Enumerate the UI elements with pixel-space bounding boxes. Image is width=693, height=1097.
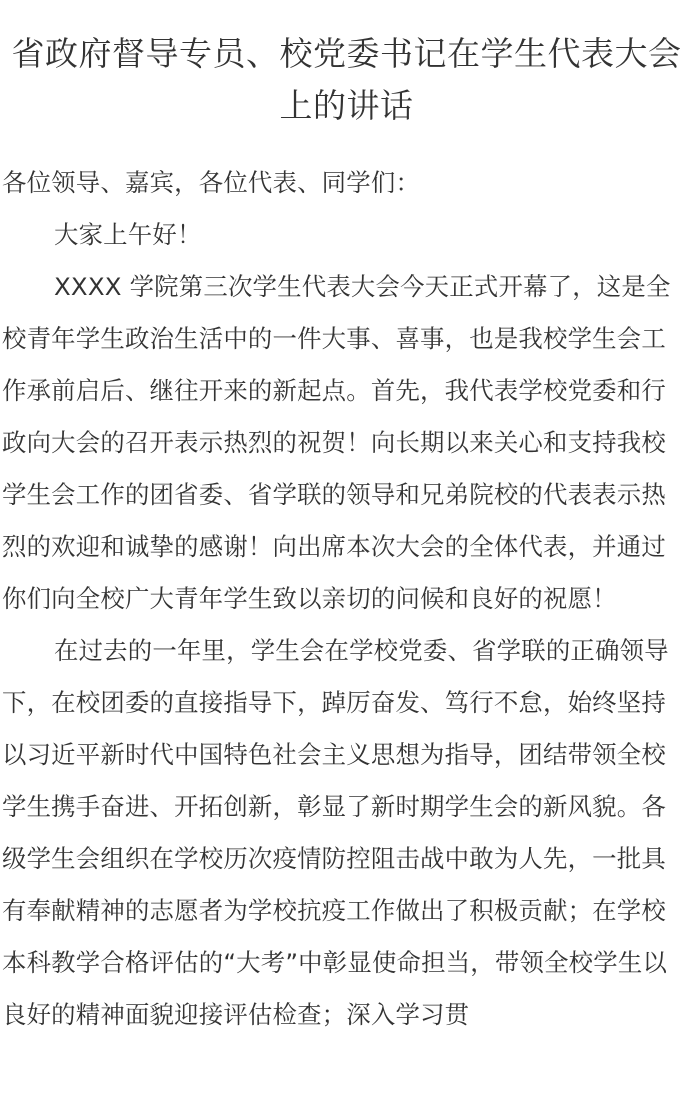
salutation: 各位领导、嘉宾，各位代表、同学们：	[2, 168, 421, 197]
greeting: 大家上午好！	[54, 220, 202, 249]
article-title: 省政府督导专员、校党委书记在学生代表大会上的讲话	[11, 34, 682, 125]
article-body	[2, 157, 678, 1041]
paragraph-review: 在过去的一年里，学生会在学校党委、省学联的正确领导下，在校团委的直接指导下，踔厉奋发、笃行不怠，始终坚持以习近平新时代中国特色社会主义思想为指导，团结带领全校学生携手奋进、开拓创新，彰显了新时期学生会的新风貌。各级学生会组织在学校历次疫情防控阻击战中敢为人先，一批具有奉献精神的志愿者为学校抗疫工作做出了积极贡献；在学校本科教学合格评估的“大考”中彰显使命担当，带领全校学生以良好的精神面貌迎接评估检查；深入学习贯	[2, 636, 669, 1029]
paragraph-opening: XXXX 学院第三次学生代表大会今天正式开幕了，这是全校青年学生政治生活中的一件大事、喜事，也是我校学生会工作承前启后、继往开来的新起点。首先，我代表学校党委和行政向大会的召开表示热烈的祝贺！向长期以来关心和支持我校学生会工作的团省委、省学联的领导和兄弟院校的代表表示热烈的欢迎和诚挚的感谢！向出席本次大会的全体代表，并通过你们向全校广大青年学生致以亲切的问候和良好的祝愿！	[2, 272, 671, 613]
